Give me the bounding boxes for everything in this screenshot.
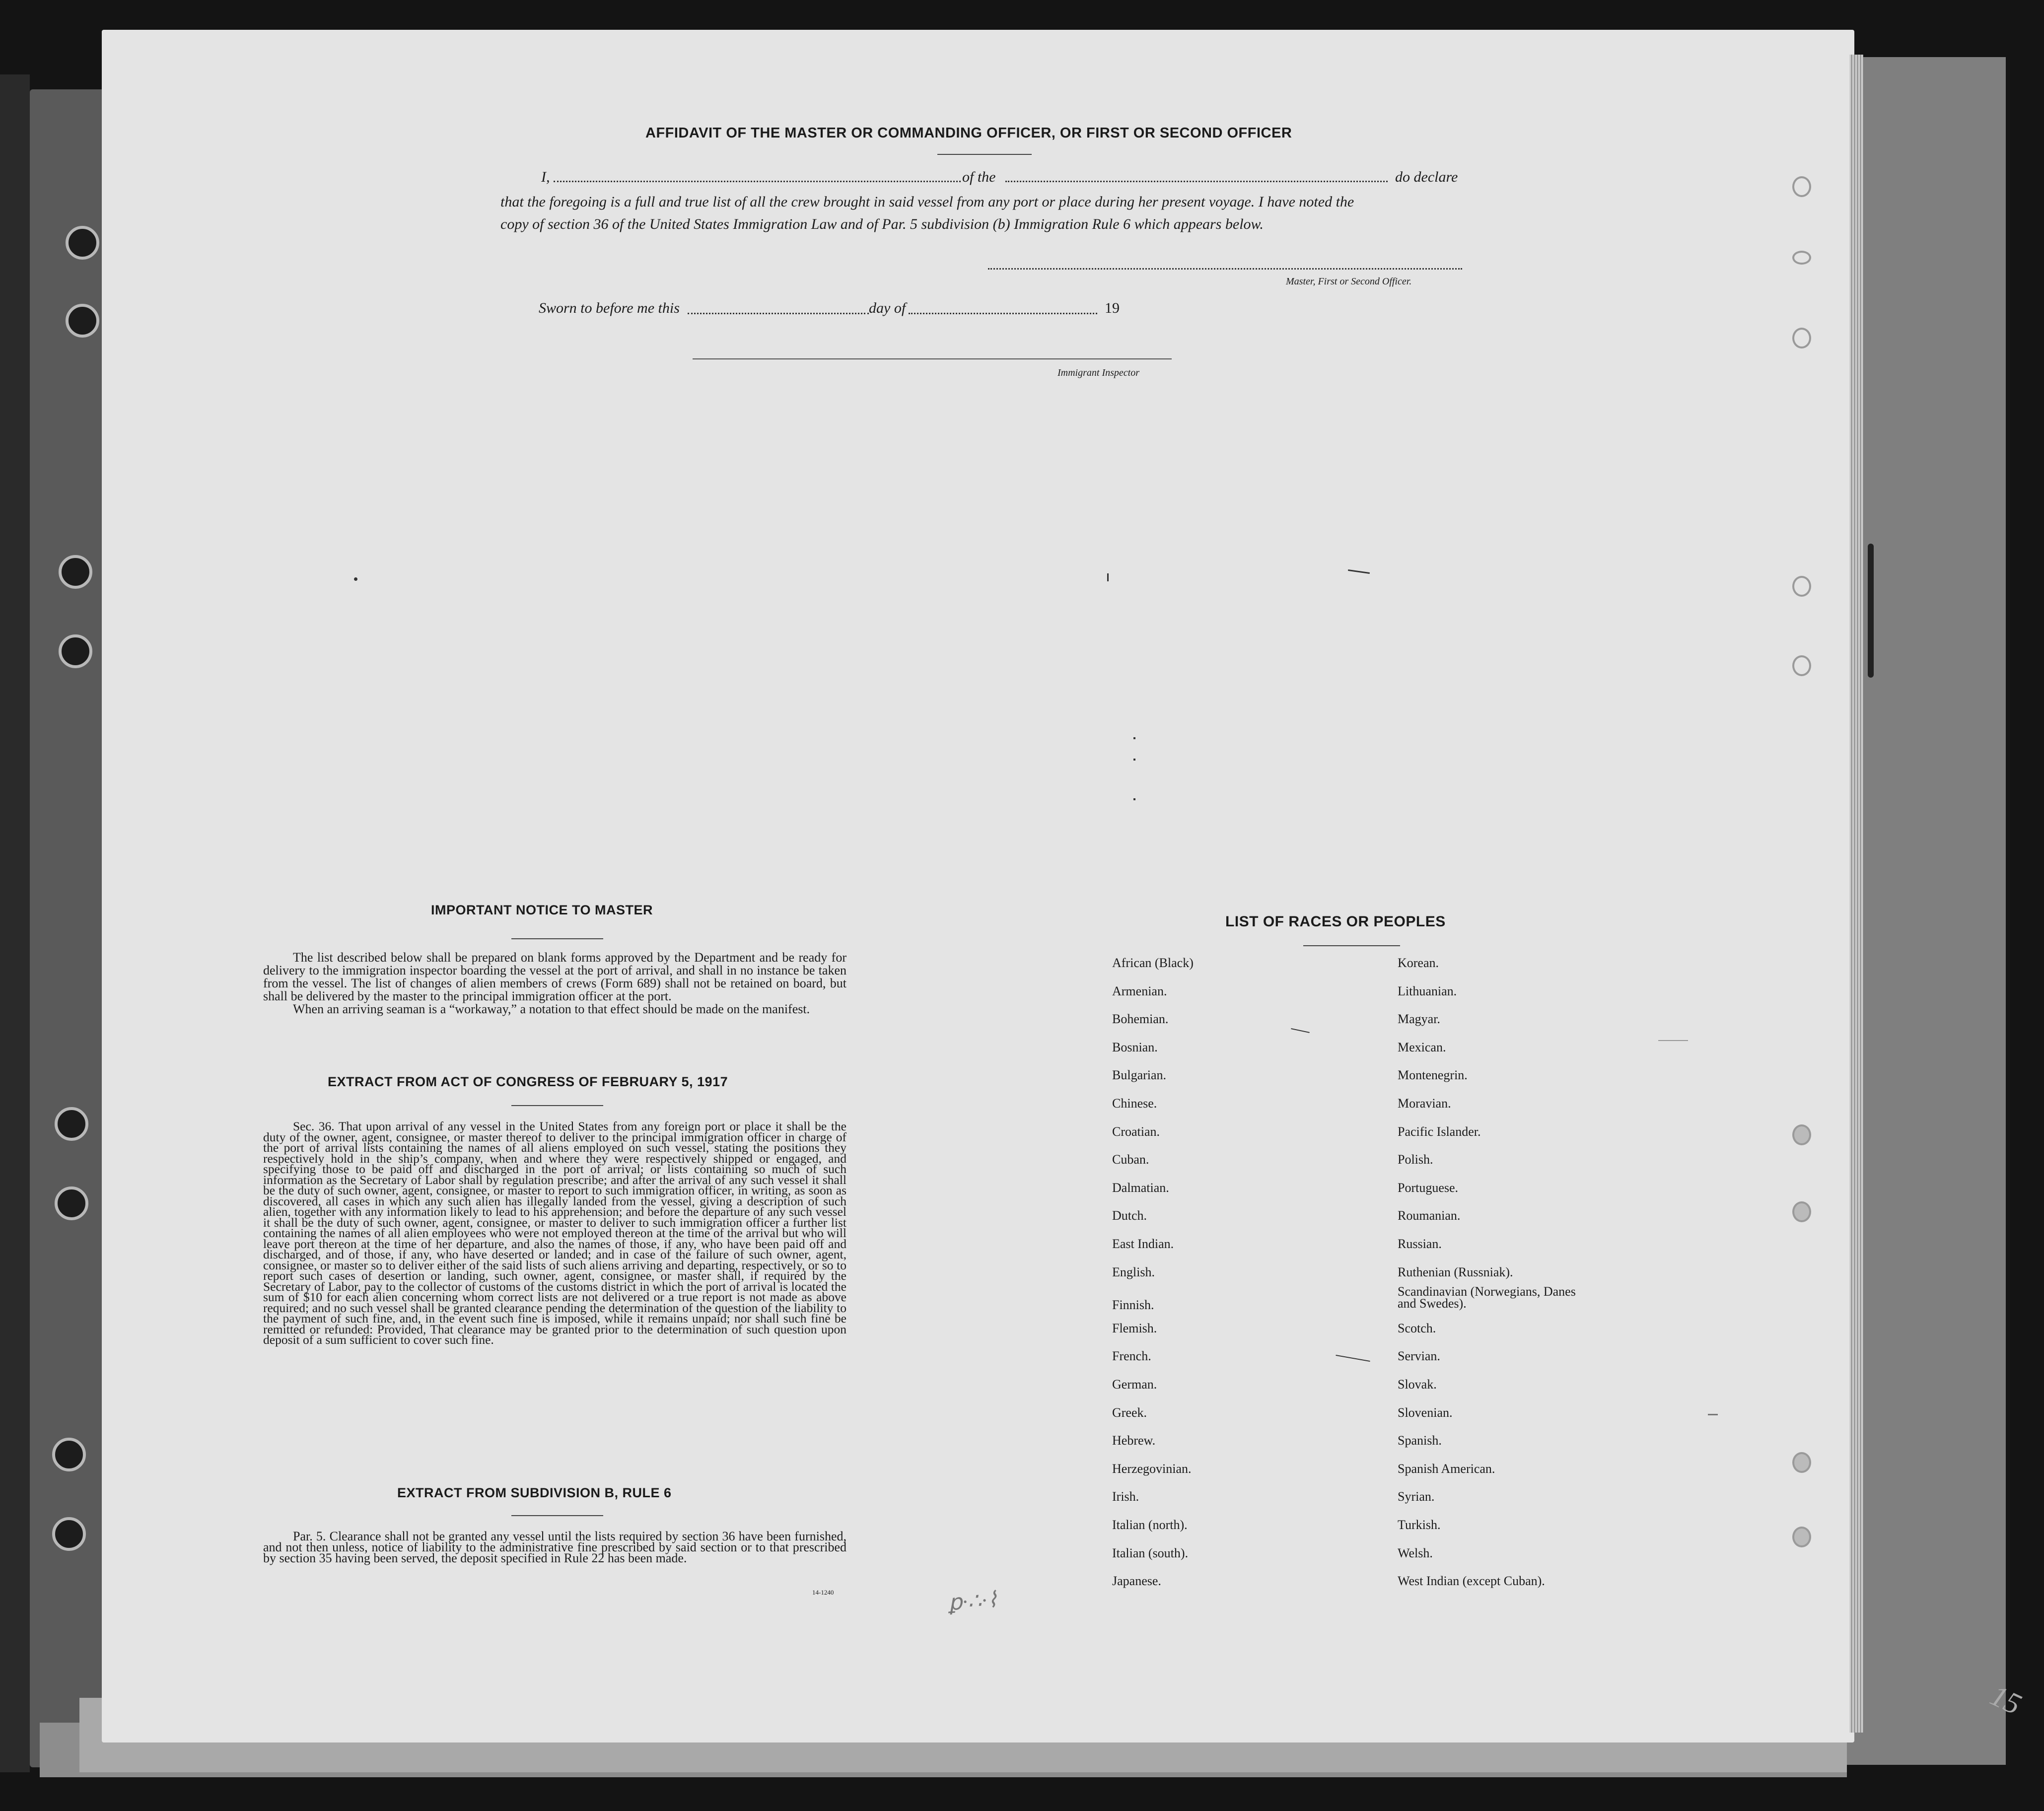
race-item: Bohemian. — [1112, 1012, 1169, 1027]
race-item: Greek. — [1112, 1405, 1147, 1420]
scan-speck — [1133, 798, 1135, 800]
act-underline — [511, 1105, 603, 1106]
race-item: Bosnian. — [1112, 1040, 1158, 1054]
binder-hole — [59, 634, 92, 668]
ribbon-tie — [1868, 544, 1874, 678]
scan-speck — [354, 577, 357, 581]
race-item: Italian (north). — [1112, 1518, 1188, 1532]
race-item: Bulgarian. — [1112, 1068, 1167, 1083]
affidavit-title: AFFIDAVIT OF THE MASTER OR COMMANDING OFFICER, OR FIRST OR SECOND OFFICER — [645, 125, 1292, 141]
scan-speck — [1107, 573, 1109, 581]
punch-hole-mark — [1792, 1527, 1811, 1547]
scan-speck — [1133, 759, 1135, 761]
race-item: French. — [1112, 1349, 1151, 1364]
affidavit-line-3: copy of section 36 of the United States Immigration Law and of Par. 5 subdivision (b) Immigration Rule 6 which appears below. — [500, 216, 1264, 232]
punch-hole-mark — [1792, 251, 1811, 265]
binder-hole — [52, 1517, 86, 1551]
punch-hole-mark — [1792, 655, 1811, 676]
affidavit-of-the-label: of the — [962, 169, 996, 185]
races-title: LIST OF RACES OR PEOPLES — [1225, 913, 1446, 930]
race-item: Korean. — [1398, 956, 1439, 970]
punch-hole-mark — [1792, 1201, 1811, 1222]
race-item: Herzegovinian. — [1112, 1461, 1192, 1476]
punch-hole-mark — [1792, 176, 1811, 197]
inspector-caption: Immigrant Inspector — [1057, 367, 1139, 378]
affidavit-declare-label: do declare — [1395, 169, 1458, 185]
races-underline — [1303, 945, 1400, 946]
race-item: German. — [1112, 1377, 1157, 1392]
race-item: Roumanian. — [1398, 1208, 1461, 1223]
race-item: Spanish American. — [1398, 1461, 1495, 1476]
punch-hole-mark — [1792, 1124, 1811, 1145]
binder-hole — [55, 1186, 88, 1220]
binder-edge — [0, 74, 30, 1772]
vessel-name-field[interactable] — [1005, 181, 1388, 182]
race-item: Ruthenian (Russniak). — [1398, 1264, 1513, 1279]
notice-body — [263, 951, 846, 1016]
race-item: Armenian. — [1112, 983, 1167, 998]
race-item: Turkish. — [1398, 1518, 1441, 1532]
notice-title: IMPORTANT NOTICE TO MASTER — [431, 903, 653, 917]
race-item: Dalmatian. — [1112, 1180, 1169, 1195]
punch-hole-mark — [1792, 328, 1811, 348]
race-item: Italian (south). — [1112, 1545, 1189, 1560]
day-of-label: day of — [869, 300, 906, 316]
rule-paragraph: Par. 5. Clearance shall not be granted any vessel until the lists required by section 36 have been furnished, and not then unless, notice of liability to the administrative fine prescribed by said section or to that prescribed by section 35 having been served, the deposit specified in Rule 22 has been made. — [263, 1529, 846, 1565]
manifest-page — [102, 30, 1854, 1742]
race-item: Scandinavian (Norwegians, Danes and Swedes). — [1398, 1284, 1576, 1311]
title-underline — [937, 154, 1032, 155]
race-item: Croatian. — [1112, 1124, 1160, 1139]
year-prefix: 19 — [1105, 300, 1120, 316]
punch-hole-mark — [1792, 576, 1811, 597]
binder-hole — [66, 226, 99, 260]
rule-title: EXTRACT FROM SUBDIVISION B, RULE 6 — [397, 1485, 672, 1500]
race-item: East Indian. — [1112, 1237, 1174, 1251]
signature-scrawl: ꝑ·∴·⌇ — [947, 1587, 999, 1615]
sworn-month-field[interactable] — [909, 313, 1097, 314]
race-item: Polish. — [1398, 1152, 1433, 1167]
master-name-field[interactable] — [554, 181, 961, 182]
act-section-36: Sec. 36. That upon arrival of any vessel in the United States from any foreign port or place it shall be the duty of the owner, agent, consignee, or master thereof to deliver to the principal immigration officer in charge of the port of arrival lists containing the names of all aliens employed on such vessel, stating the positions they respectively hold in the ship’s company, when and where they were respectively shipped or engaged, and specifying those to be paid off and discharged in the port of arrival; or lists containing so much of such information as the Secretary of Labor shall by regulation prescribe; and after the arrival of any such vessel it shall be the duty of such owner, agent, consignee, or master to report to such immigration officer, in writing, as soon as discovered, all cases in which any such alien has illegally landed from the vessel, giving a description of such alien, together with any information likely to lead to his apprehension; and before the departure of any such vessel it shall be the duty of such owner, agent, consignee, or master to deliver to such immigration officer a further list containing the names of all alien employees who were not employed thereon at the time of the arrival but who will leave port thereon at the time of her departure, and also the names of those, if any, who have been paid off and discharged, and of those, if any, who have deserted or landed; and in case of the failure of such owner, agent, consignee, or master so to deliver either of the said lists of such aliens arriving and departing, respectively, or so to report such cases of desertion or landing, such owner, agent, consignee, or master shall, if required by the Secretary of Labor, pay to the collector of customs of the customs district in which the port of arrival is located the sum of $10 for each alien concerning whom correct lists are not delivered or a true report is not made as above required; and no such vessel shall be granted clearance pending the determination of the question of the liability to the payment of such fine, and, in the event such fine is imposed, while it remains unpaid; nor shall such fine be remitted or refunded: Provided, That clearance may be granted prior to the determination of such question upon deposit of a sum sufficient to cover such fine. — [263, 1119, 846, 1347]
scan-mark — [1658, 1040, 1688, 1041]
binder-hole — [55, 1107, 88, 1141]
race-item: Chinese. — [1112, 1096, 1157, 1111]
race-item: Servian. — [1398, 1349, 1440, 1364]
page-edge-stack — [1849, 55, 1863, 1733]
race-item: Finnish. — [1112, 1298, 1154, 1313]
race-item: Moravian. — [1398, 1096, 1451, 1111]
race-item: African (Black) — [1112, 956, 1194, 970]
form-code: 14-1240 — [812, 1589, 834, 1596]
race-item: Russian. — [1398, 1237, 1442, 1251]
race-item: Portuguese. — [1398, 1180, 1459, 1195]
notice-underline — [511, 938, 603, 939]
race-item: Mexican. — [1398, 1040, 1446, 1054]
binder-hole — [52, 1438, 86, 1471]
race-item: Japanese. — [1112, 1574, 1161, 1589]
officer-signature-field[interactable] — [988, 268, 1462, 270]
officer-signature-caption: Master, First or Second Officer. — [1286, 276, 1412, 287]
affidavit-i-label: I, — [541, 169, 550, 185]
race-item: Lithuanian. — [1398, 983, 1457, 998]
scan-speck — [1133, 737, 1135, 739]
act-title: EXTRACT FROM ACT OF CONGRESS OF FEBRUARY 5, 1917 — [328, 1074, 728, 1089]
race-item: Irish. — [1112, 1489, 1139, 1504]
act-body — [263, 1121, 846, 1345]
race-item: Magyar. — [1398, 1012, 1440, 1027]
race-item: Spanish. — [1398, 1433, 1442, 1448]
inspector-signature-line[interactable] — [693, 358, 1172, 359]
race-item: Slovak. — [1398, 1377, 1437, 1392]
notice-paragraph-1: The list described below shall be prepared on blank forms approved by the Department and be ready for delivery to the immigration inspector boarding the vessel at the port of arrival, and shall in no instance be taken from the vessel. The list of changes of alien members of crews (Form 689) shall not be retained on board, but shall be delivered by the master to the principal immigration officer at the port. — [263, 950, 846, 1003]
binder-hole — [66, 304, 99, 338]
race-item: Montenegrin. — [1398, 1068, 1468, 1083]
race-item: Slovenian. — [1398, 1405, 1453, 1420]
punch-hole-mark — [1792, 1452, 1811, 1473]
race-item: Syrian. — [1398, 1489, 1435, 1504]
scan-mark — [1708, 1414, 1718, 1415]
race-item: Hebrew. — [1112, 1433, 1156, 1448]
binder-hole — [59, 555, 92, 589]
race-item: Dutch. — [1112, 1208, 1147, 1223]
rule-body — [263, 1531, 846, 1564]
race-item: Scotch. — [1398, 1321, 1436, 1335]
sworn-label: Sworn to before me this — [539, 300, 680, 316]
notice-paragraph-2: When an arriving seaman is a “workaway,” a notation to that effect should be made on the manifest. — [293, 1002, 810, 1016]
race-item: Pacific Islander. — [1398, 1124, 1481, 1139]
affidavit-line-2: that the foregoing is a full and true list of all the crew brought in said vessel from any port or place during her present voyage. I have noted the — [500, 194, 1354, 210]
race-item: English. — [1112, 1264, 1155, 1279]
race-item: Flemish. — [1112, 1321, 1157, 1335]
sworn-day-field[interactable] — [688, 313, 869, 314]
page-number-scrawl: 15 — [1985, 1678, 2027, 1721]
race-item: Cuban. — [1112, 1152, 1149, 1167]
rule-underline — [511, 1515, 603, 1516]
race-item: West Indian (except Cuban). — [1398, 1574, 1545, 1589]
race-item: Welsh. — [1398, 1545, 1433, 1560]
